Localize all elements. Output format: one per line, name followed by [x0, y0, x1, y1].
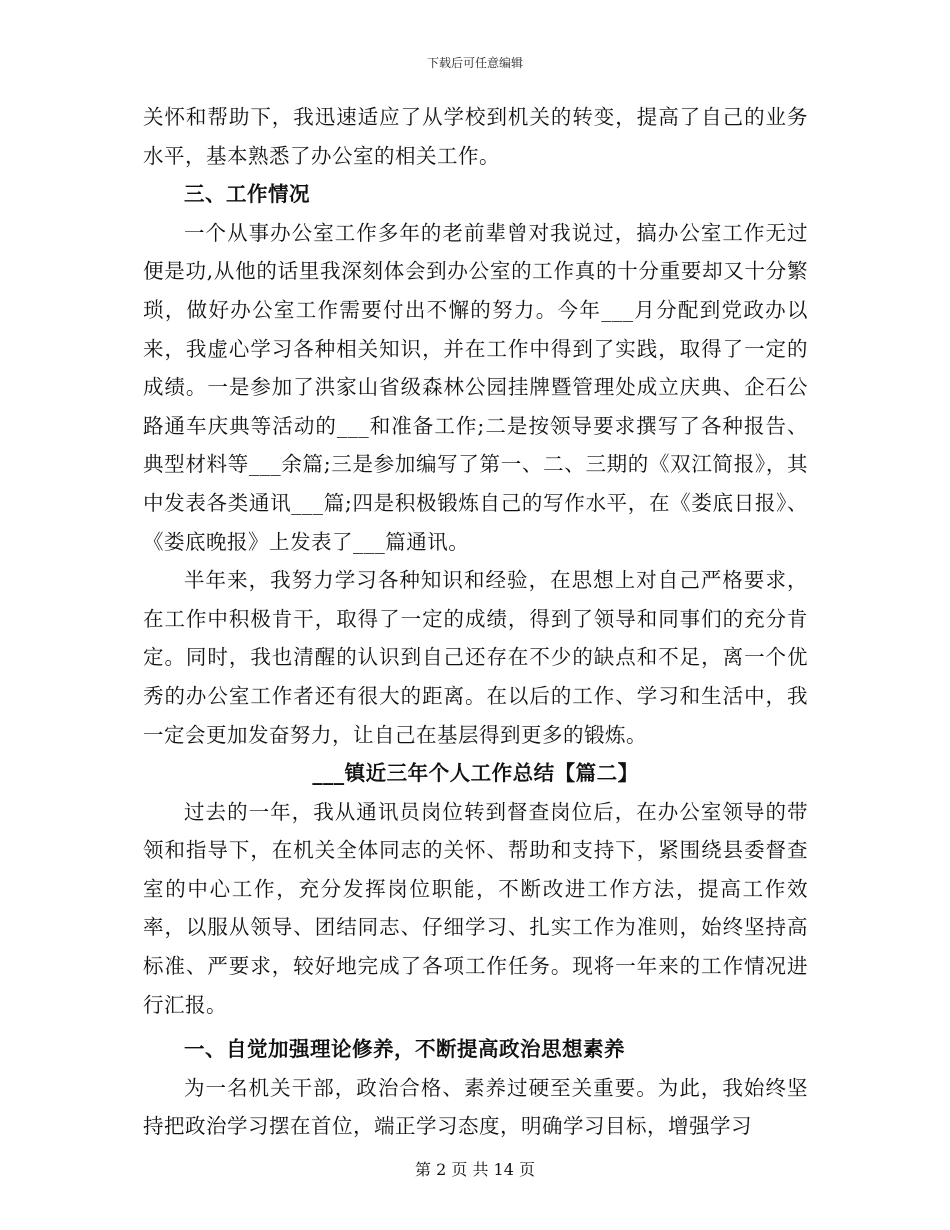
section-heading-work: 三、工作情况: [184, 182, 310, 207]
section-heading-theory: 一、自觉加强理论修养，不断提高政治思想素养: [184, 1037, 625, 1062]
paragraph-half-year: 半年来，我努力学习各种知识和经验，在思想上对自己严格要求，在工作中积极肯干，取得了一定的成绩，得到了领导和同事们的充分肯定。同时，我也清醒的认识到自己还存在不少的缺点和不足，离一个优秀的办公室工作者还有很大的距离。在以后的工作、学习和生活中，我一定会更加发奋努力，让自己在基层得到更多的锻炼。: [143, 568, 808, 747]
page-header-note: 下载后可任意编辑: [426, 56, 523, 70]
paragraph-political-study: 为一名机关干部，政治合格、素养过硬至关重要。为此，我始终坚持把政治学习摆在首位，端正学习态度，明确学习目标，增强学习: [143, 1075, 808, 1139]
paragraph-past-year: 过去的一年，我从通讯员岗位转到督查岗位后，在办公室领导的带领和指导下，在机关全体同志的关怀、帮助和支持下，紧围绕县委督查室的中心工作，充分发挥岗位职能，不断改进工作方法，提高工作效率，以服从领导、团结同志、仔细学习、扎实工作为准则，始终坚持高标准、严要求，较好地完成了各项工作任务。现将一年来的工作情况进行汇报。: [143, 799, 808, 1017]
document-title-part-two: ___镇近三年个人工作总结【篇二】: [312, 761, 639, 786]
document-body: [143, 98, 808, 1146]
page-number: 第 2 页 共 14 页: [415, 1160, 535, 1179]
paragraph-work-situation: 一个从事办公室工作多年的老前辈曾对我说过，搞办公室工作无过便是功,从他的话里我深刻体会到办公室的工作真的十分重要却又十分繁琐，做好办公室工作需要付出不懈的努力。今年___月分配到党政办以来，我虚心学习各种相关知识，并在工作中得到了实践，取得了一定的成绩。一是参加了洪家山省级森林公园挂牌暨管理处成立庆典、企石公路通车庆典等活动的___和准备工作;二是按领导要求撰写了各种报告、典型材料等___余篇;三是参加编写了第一、二、三期的《双江简报》，其中发表各类通讯___篇;四是积极锻炼自己的写作水平，在《娄底日报》、《娄底晚报》上发表了___篇通讯。: [143, 220, 808, 554]
paragraph-continuation: 关怀和帮助下，我迅速适应了从学校到机关的转变，提高了自己的业务水平，基本熟悉了办公室的相关工作。: [143, 105, 808, 168]
